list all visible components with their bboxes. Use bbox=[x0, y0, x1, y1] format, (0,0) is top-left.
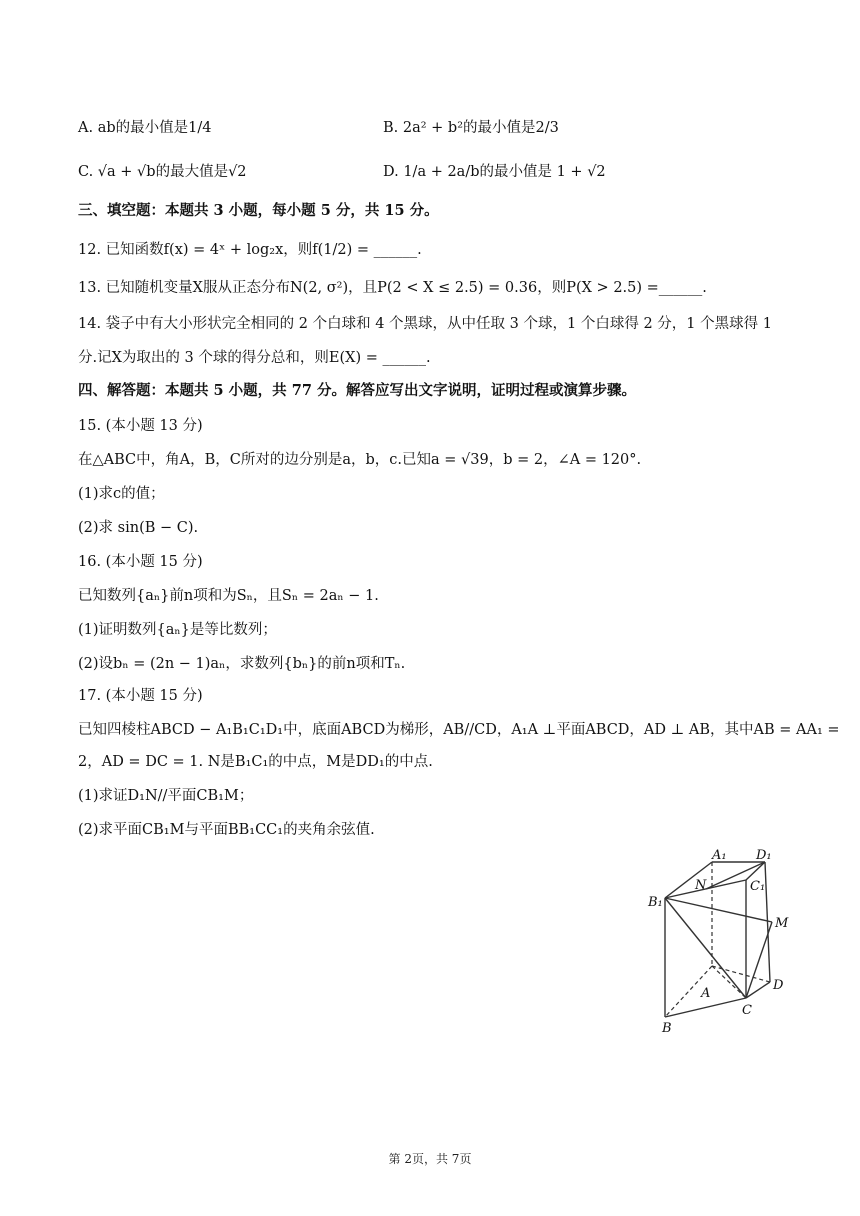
option-c: C. √a + √b的最大值是√2 bbox=[78, 164, 247, 180]
question-15-heading: 15. (本小题 13 分) bbox=[78, 418, 203, 434]
question-16-part-1: (1)证明数列{aₙ}是等比数列； bbox=[78, 622, 277, 638]
option-a: A. ab的最小值是1/4 bbox=[78, 120, 212, 136]
edge-d1-c1 bbox=[746, 862, 765, 880]
question-14-line-2: 分.记X为取出的 3 个球的得分总和，则E(X) = ______. bbox=[78, 350, 431, 366]
label-c1: C₁ bbox=[750, 879, 766, 894]
label-m: M bbox=[775, 916, 789, 931]
question-17-stem-line-2: 2，AD = DC = 1. N是B₁C₁的中点，M是DD₁的中点. bbox=[78, 754, 433, 770]
question-14-line-1: 14. 袋子中有大小形状完全相同的 2 个白球和 4 个黑球，从中任取 3 个球，1 个白球得 2 分，1 个黑球得 1 bbox=[78, 316, 772, 332]
section-4-heading: 四、解答题：本题共 5 小题，共 77 分。解答应写出文字说明，证明过程或演算步骤。 bbox=[78, 382, 636, 399]
label-n: N bbox=[695, 878, 707, 893]
question-17-stem-line-1: 已知四棱柱ABCD − A₁B₁C₁D₁中，底面ABCD为梯形，AB//CD，A₁A ⊥平面ABCD，AD ⊥ AB，其中AB = AA₁ = bbox=[78, 722, 840, 738]
edge-a-d bbox=[712, 966, 770, 982]
question-12: 12. 已知函数f(x) = 4ˣ + log₂x，则f(1/2) = ______. bbox=[78, 242, 422, 258]
question-16-part-2: (2)设bₙ = (2n − 1)aₙ，求数列{bₙ}的前n项和Tₙ. bbox=[78, 656, 406, 672]
edge-m-c bbox=[746, 922, 772, 998]
edge-c-d bbox=[746, 982, 770, 998]
option-b: B. 2a² + b²的最小值是2/3 bbox=[383, 120, 559, 136]
question-17-part-1: (1)求证D₁N//平面CB₁M； bbox=[78, 788, 254, 804]
question-16-heading: 16. (本小题 15 分) bbox=[78, 554, 203, 570]
question-17-heading: 17. (本小题 15 分) bbox=[78, 688, 203, 704]
section-3-heading: 三、填空题：本题共 3 小题，每小题 5 分，共 15 分。 bbox=[78, 202, 439, 219]
page-footer: 第 2页，共 7页 bbox=[388, 1152, 472, 1166]
question-17-part-2: (2)求平面CB₁M与平面BB₁CC₁的夹角余弦值. bbox=[78, 822, 375, 838]
label-a: A bbox=[701, 986, 711, 1001]
label-b1: B₁ bbox=[648, 895, 663, 910]
question-15-part-2: (2)求 sin(B − C). bbox=[78, 520, 199, 536]
question-15-part-1: (1)求c的值； bbox=[78, 486, 165, 502]
question-13: 13. 已知随机变量X服从正态分布N(2, σ²)，且P(2 < X ≤ 2.5) = 0.36，则P(X > 2.5) =______. bbox=[78, 280, 707, 296]
label-a1: A₁ bbox=[712, 848, 727, 863]
question-15-stem: 在△ABC中，角A，B，C所对的边分别是a，b，c.已知a = √39，b = 2，∠A = 120°. bbox=[78, 452, 642, 468]
label-b: B bbox=[662, 1021, 672, 1036]
option-d: D. 1/a + 2a/b的最小值是 1 + √2 bbox=[383, 164, 606, 180]
prism-figure bbox=[645, 845, 795, 1040]
label-d1: D₁ bbox=[756, 848, 772, 863]
label-c: C bbox=[742, 1003, 752, 1018]
question-16-stem: 已知数列{aₙ}前n项和为Sₙ，且Sₙ = 2aₙ − 1. bbox=[78, 588, 379, 604]
label-d: D bbox=[773, 978, 784, 993]
